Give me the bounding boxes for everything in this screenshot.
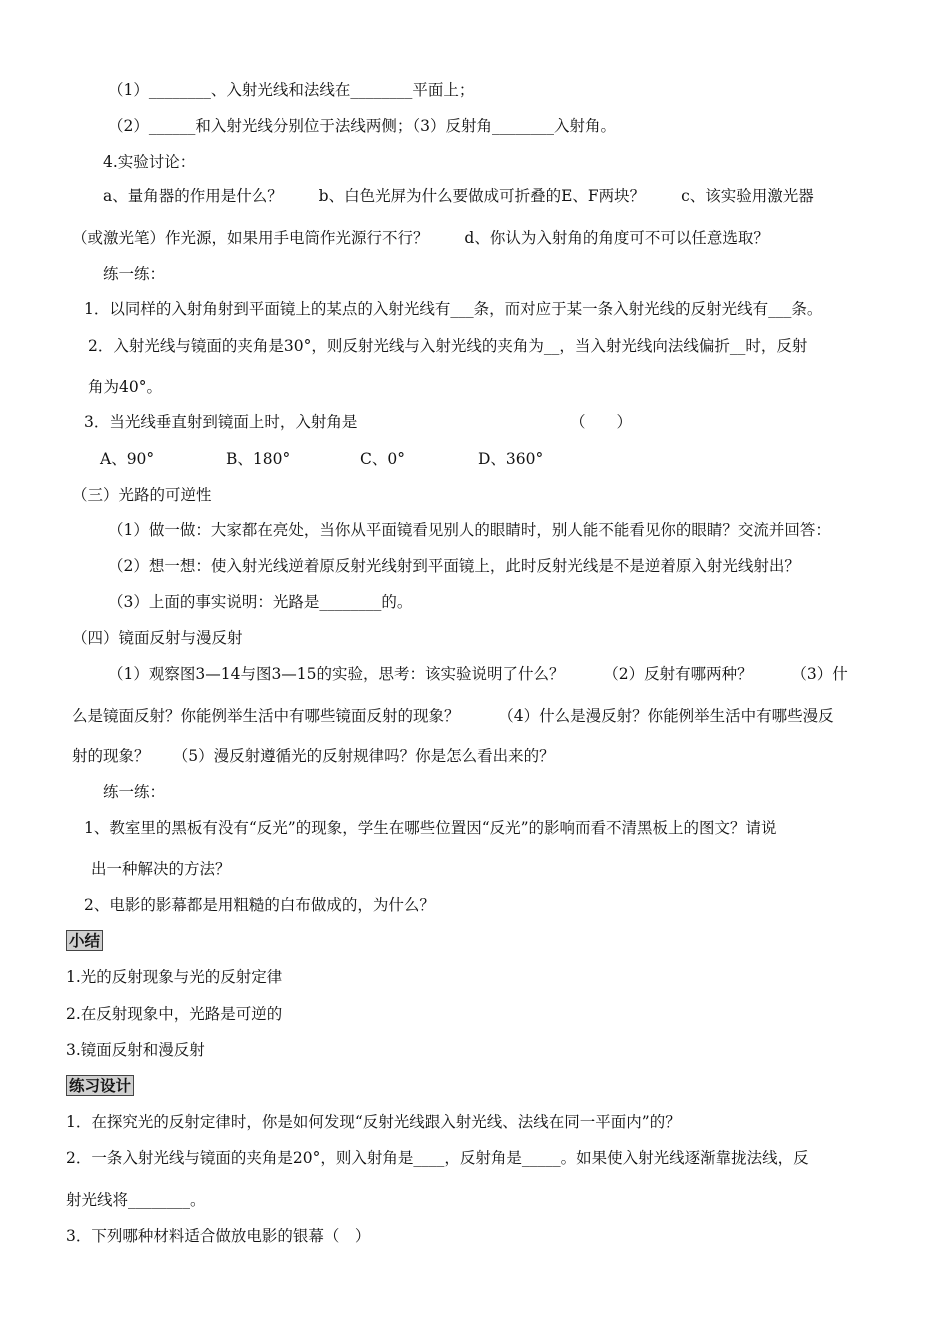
practice-question-2-line-2: 射光线将________。: [66, 1191, 206, 1209]
discussion-line-2: （或激光笔）作光源，如果用手电筒作光源行不行？ d、你认为入射角的角度可不可以任意选取？: [72, 229, 769, 247]
law-item-2-3: （2）______和入射光线分别位于法线两侧；（3）反射角________入射角。: [108, 117, 616, 135]
practice-question-3: 3．下列哪种材料适合做放电影的银幕（ ）: [66, 1227, 371, 1245]
answer-paren: （ ）: [570, 413, 633, 431]
summary-item-3: 3.镜面反射和漫反射: [66, 1041, 205, 1059]
reversibility-item-3: （3）上面的事实说明：光路是________的。: [108, 593, 413, 611]
practice-question-2-line-1: 2．一条入射光线与镜面的夹角是20°，则入射角是____，反射角是_____。如果使入射光线逐渐靠拢法线，反: [66, 1149, 809, 1167]
law-item-1: （1）________、入射光线和法线在________平面上；: [108, 81, 475, 99]
reflection-line-3: 射的现象？ （5）漫反射遵循光的反射规律吗？你是怎么看出来的？: [72, 747, 555, 765]
option-d: D、360°: [478, 450, 544, 468]
practice-design-heading-wrap: [66, 1076, 134, 1096]
practice-heading-2: 练一练：: [103, 783, 166, 801]
section-four-title: （四）镜面反射与漫反射: [72, 629, 243, 647]
practice-design-heading: 练习设计: [66, 1075, 134, 1096]
blackboard-question-line-2: 出一种解决的方法？: [91, 860, 231, 878]
discussion-heading: 4.实验讨论：: [103, 153, 196, 171]
summary-item-2: 2.在反射现象中，光路是可逆的: [66, 1005, 283, 1023]
section-three-title: （三）光路的可逆性: [72, 486, 212, 504]
reversibility-item-1: （1）做一做：大家都在亮处，当你从平面镜看见别人的眼睛时，别人能不能看见你的眼睛？交流并回答：: [108, 521, 831, 539]
practice-heading-1: 练一练：: [103, 265, 166, 283]
blackboard-question-line-1: 1、教室里的黑板有没有“反光”的现象，学生在哪些位置因“反光”的影响而看不清黑板上的图文？请说: [84, 819, 777, 837]
exercise-2-line-2: 角为40°。: [88, 378, 162, 396]
exercise-2-line-1: 2．入射光线与镜面的夹角是30°，则反射光线与入射光线的夹角为__，当入射光线向法线偏折__时，反射: [88, 337, 808, 355]
summary-heading-wrap: [66, 931, 103, 951]
option-c: C、0°: [360, 450, 405, 468]
reversibility-item-2: （2）想一想：使入射光线逆着原反射光线射到平面镜上，此时反射光线是不是逆着原入射光线射出？: [108, 557, 800, 575]
discussion-line-1: a、量角器的作用是什么？ b、白色光屏为什么要做成可折叠的E、F两块？ c、该实验用激光器: [103, 187, 814, 205]
reflection-line-1: （1）观察图3—14与图3—15的实验，思考：该实验说明了什么？ （2）反射有哪两种？ （3）什: [108, 665, 848, 683]
option-b: B、180°: [226, 450, 291, 468]
summary-heading: 小结: [66, 930, 103, 951]
practice-question-1: 1．在探究光的反射定律时，你是如何发现“反射光线跟入射光线、法线在同一平面内”的？: [66, 1113, 681, 1131]
exercise-3-question: 3．当光线垂直射到镜面上时，入射角是: [84, 413, 358, 431]
reflection-line-2: 么是镜面反射？你能例举生活中有哪些镜面反射的现象？ （4）什么是漫反射？你能例举生活中有哪些漫反: [72, 707, 834, 725]
screen-question: 2、电影的影幕都是用粗糙的白布做成的，为什么？: [84, 896, 435, 914]
exercise-1: 1．以同样的入射角射到平面镜上的某点的入射光线有___条，而对应于某一条入射光线的反射光线有___条。: [84, 300, 823, 318]
option-a: A、90°: [100, 450, 155, 468]
summary-item-1: 1.光的反射现象与光的反射定律: [66, 968, 283, 986]
